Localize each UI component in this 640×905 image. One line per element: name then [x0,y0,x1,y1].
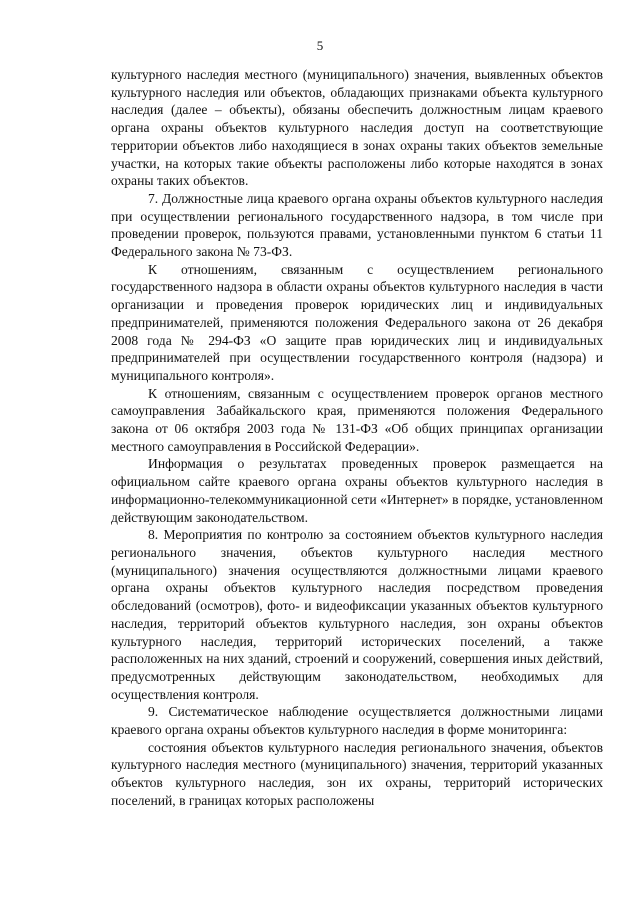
paragraph-regional-supervision: К отношениям, связанным с осуществлением регионального государственного надзора в области охраны объектов культурного наследия в части организации и проведения проверок юридических лиц и индивидуальных предпринимателей, применяются положения Федерального закона от 26 декабря 2008 года № 294-ФЗ «О защите прав юридических лиц и индивидуальных предпринимателей при осуществлении государственного контроля (надзора) и муниципального контроля». [111,261,603,383]
paragraph-item-9: 9. Систематическое наблюдение осуществляется должностными лицами краевого органа охраны объектов культурного наследия в форме мониторинга: [111,704,603,738]
paragraph-inspection-results: Информация о результатах проведенных проверок размещается на официальном сайте краевого органа охраны объектов культурного наследия в информационно-телекоммуникационной сети «Интернет» в порядке, установленном действующим законодательством. [111,456,603,525]
paragraph-continuation: культурного наследия местного (муниципального) значения, выявленных объектов культурного наследия или объектов, обладающих признаками объекта культурного наследия (далее – объекты), обязаны обеспечить должностным лицам краевого органа охраны объектов культурного наследия доступ на соответствующие территории объектов либо находящиеся в зонах охраны таких объектов земельные участки, на которых такие объекты расположены либо которые находятся в зонах охраны таких объектов. [111,67,603,189]
document-body [111,66,603,810]
paragraph-item-7: 7. Должностные лица краевого органа охраны объектов культурного наследия при осуществлении регионального государственного надзора, в том числе при проведении проверок, пользуются правами, установленными пунктом 6 статьи 11 Федерального закона № 73-ФЗ. [111,190,603,260]
paragraph-item-8: 8. Мероприятия по контролю за состоянием объектов культурного наследия регионального значения, объектов культурного наследия местного (муниципального) значения осуществляются должностными лицами краевого органа охраны объектов культурного наследия посредством проведения обследований (осмотров), фото- и видеофиксации указанных объектов культурного наследия, территорий объектов культурного наследия, зон охраны объектов культурного наследия, территорий исторических поселений, а также расположенных на них зданий, строений и сооружений, совершения иных действий, предусмотренных действующим законодательством, необходимых для осуществления контроля. [111,527,603,702]
paragraph-monitoring-subject: состояния объектов культурного наследия регионального значения, объектов культурного наследия местного (муниципального) значения, территорий указанных объектов культурного наследия, зон их охраны, территорий исторических поселений, в границах которых расположены [111,739,603,808]
page-number: 5 [316,38,324,53]
paragraph-local-government-inspections: К отношениям, связанным с осуществлением проверок органов местного самоуправления Забайкальского края, применяются положения Федерального закона от 06 октября 2003 года № 131-ФЗ «Об общих принципах организации местного самоуправления в Российской Федерации». [111,385,603,454]
